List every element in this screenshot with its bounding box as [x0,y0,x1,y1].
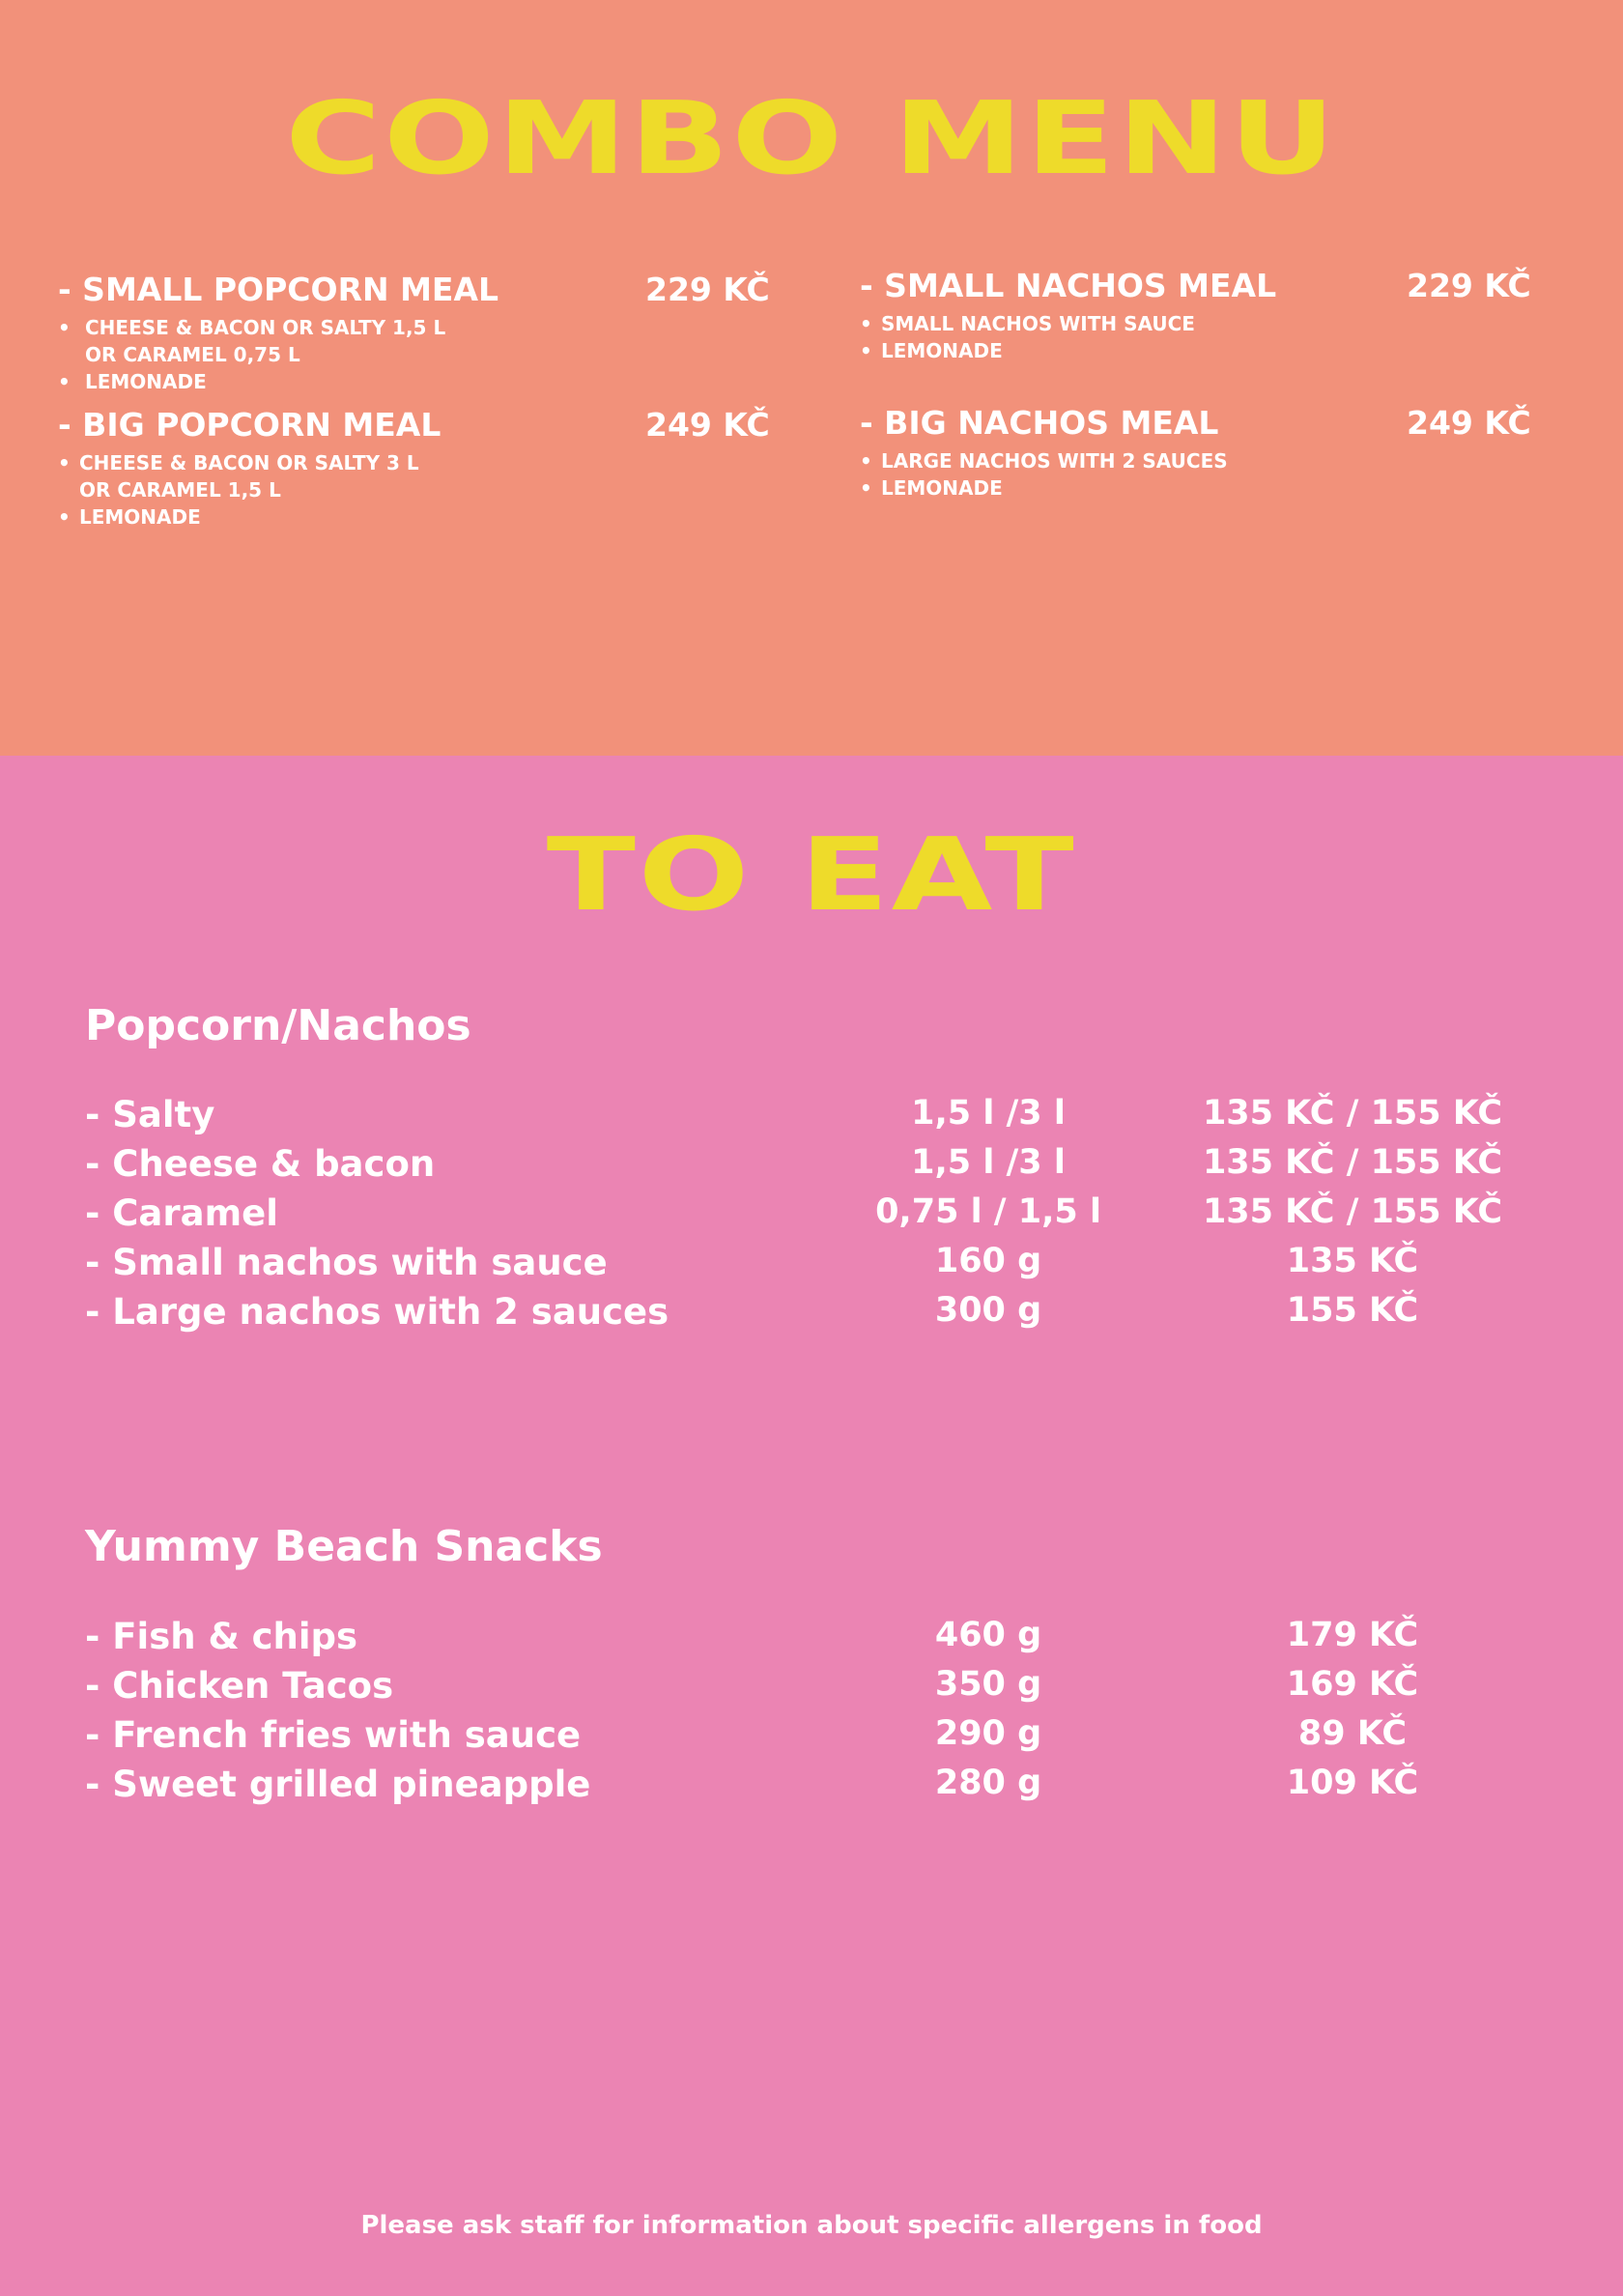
item-quantity: 350 g [934,1665,1042,1704]
menu-row [0,1291,1623,1339]
item-name: - Small nachos with sauce [85,1242,608,1283]
meal-bullet: • LEMONADE [860,339,1003,362]
item-quantity: 460 g [934,1616,1042,1654]
item-price: 109 KČ [1286,1764,1419,1802]
meal-price: 229 KČ [1407,267,1531,304]
item-quantity: 1,5 l /3 l [911,1094,1066,1133]
item-price: 155 KČ [1286,1291,1419,1330]
meal-price: 229 KČ [645,271,770,308]
meal-bullet: • LEMONADE [58,370,207,393]
item-quantity: 280 g [934,1764,1042,1802]
menu-row [0,1192,1623,1241]
menu-row [0,1665,1623,1713]
item-name: - Cheese & bacon [85,1143,436,1185]
item-name: - Large nachos with 2 sauces [85,1291,669,1333]
meal-price: 249 KČ [1407,404,1531,442]
item-price: 179 KČ [1286,1616,1419,1654]
to-eat-title: TO EAT [546,816,1077,933]
meal-big-nachos [860,404,1565,510]
meal-bullet: • CHEESE & BACON OR SALTY 3 L OR CARAMEL 1,5 L [58,451,419,502]
item-name: - Salty [85,1094,215,1135]
meal-price: 249 KČ [645,406,770,444]
menu-row [0,1714,1623,1763]
menu-row [0,1616,1623,1664]
section-title-popcorn-nachos: Popcorn/Nachos [85,1001,471,1050]
allergen-notice: Please ask staff for information about specific allergens in food [360,2211,1263,2240]
meal-contents [860,310,1195,364]
meal-bullet: • LEMONADE [58,505,201,529]
item-name: - French fries with sauce [85,1714,582,1756]
item-price: 89 KČ [1297,1714,1408,1753]
menu-row [0,1242,1623,1290]
meal-bullet: • SMALL NACHOS WITH SAUCE [860,312,1195,335]
meal-name: - SMALL POPCORN MEAL [58,271,499,308]
item-quantity: 160 g [934,1242,1042,1280]
menu-row [0,1143,1623,1191]
menu-row [0,1764,1623,1812]
item-quantity: 290 g [934,1714,1042,1753]
meal-contents [860,447,1228,502]
meal-small-popcorn [58,271,802,396]
meal-contents [58,314,445,395]
meal-bullet: • LARGE NACHOS WITH 2 SAUCES [860,449,1228,473]
meal-name: - BIG NACHOS MEAL [860,404,1219,442]
item-quantity: 1,5 l /3 l [911,1143,1066,1182]
section-title-beach-snacks: Yummy Beach Snacks [85,1522,603,1571]
meal-name: - SMALL NACHOS MEAL [860,267,1277,304]
item-name: - Fish & chips [85,1616,358,1657]
item-price: 169 KČ [1286,1665,1419,1704]
meal-bullet: • CHEESE & BACON OR SALTY 1,5 L OR CARAMEL 0,75 L [58,316,446,366]
combo-menu-section [0,0,1623,756]
meal-small-nachos [860,267,1565,373]
menu-row [0,1094,1623,1142]
meal-name: - BIG POPCORN MEAL [58,406,441,444]
item-quantity: 300 g [934,1291,1042,1330]
item-price: 135 KČ / 155 KČ [1202,1143,1503,1182]
meal-big-popcorn [58,406,802,531]
item-quantity: 0,75 l / 1,5 l [875,1192,1101,1231]
item-price: 135 KČ [1286,1242,1419,1280]
item-name: - Chicken Tacos [85,1665,394,1707]
item-price: 135 KČ / 155 KČ [1202,1192,1503,1231]
meal-contents [58,449,419,531]
meal-bullet: • LEMONADE [860,476,1003,500]
item-name: - Caramel [85,1192,278,1234]
item-name: - Sweet grilled pineapple [85,1764,591,1805]
item-price: 135 KČ / 155 KČ [1202,1094,1503,1133]
combo-menu-title: COMBO MENU [285,79,1338,197]
